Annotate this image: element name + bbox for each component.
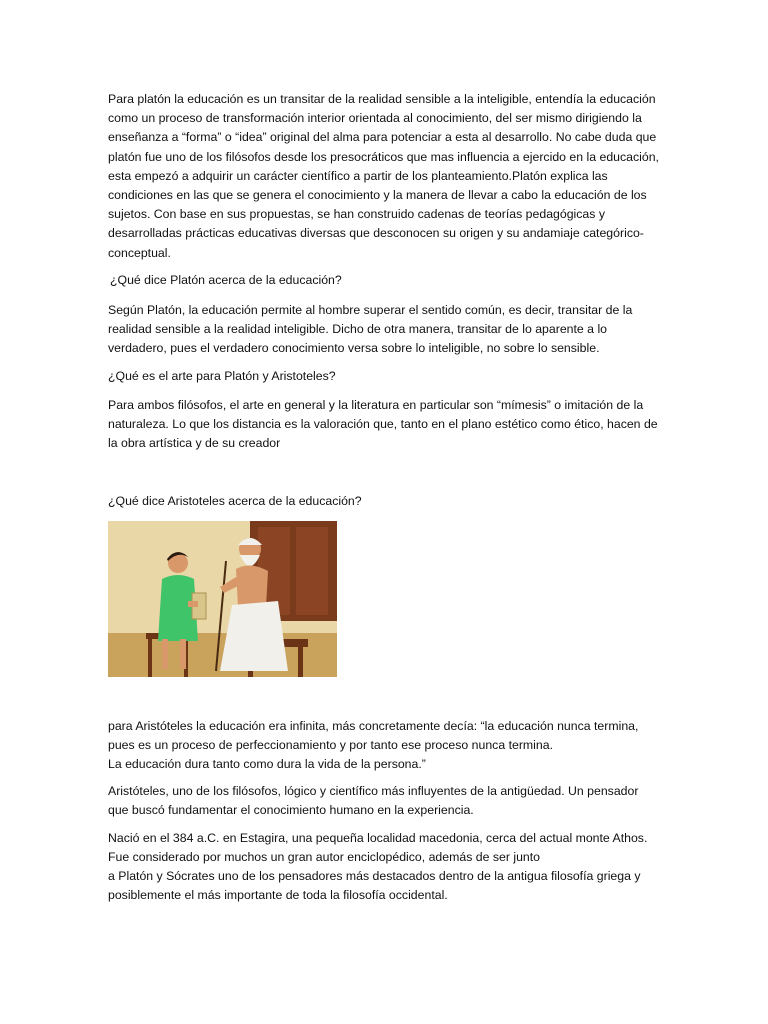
biography-line-1: Nació en el 384 a.C. en Estagira, una pequeña localidad macedonia, cerca del actual monte Athos. (108, 830, 648, 845)
biography-line-3: a Platón y Sócrates uno de los pensadores más destacados dentro de la antigua filosofía griega y posiblemente el más importante de toda la filosofía occidental. (108, 869, 641, 903)
answer-plato-education: Según Platón, la educación permite al hombre superar el sentido común, es decir, transitar de la realidad sensible a la realidad inteligible. Dicho de otra manera, transitar de lo aparente a lo verdadero, pues el verdadero conocimiento versa sobre lo inteligible, no sobre lo sensible. (108, 303, 633, 356)
biography-line-2: Fue considerado por muchos un gran autor enciclopédico, además de ser junto (108, 849, 541, 864)
answer-aristotle-education (108, 717, 662, 775)
question-aristotle-education: ¿Qué dice Aristoteles acerca de la educación? (108, 494, 362, 509)
question-art: ¿Qué es el arte para Platón y Aristoteles? (108, 368, 336, 383)
answer-aristotle-line-2: La educación dura tanto como dura la vida de la persona.” (108, 757, 426, 772)
teacher-student-illustration (108, 521, 337, 677)
paragraph-aristotle-biography (108, 829, 662, 906)
answer-art: Para ambos filósofos, el arte en general y la literatura en particular son “mímesis” o imitación de la naturaleza. Lo que los distancia es la valoración que, tanto en el plano estético como ético, hacen de la obra artística y de su creador (108, 397, 658, 451)
paragraph-aristotle-influence: Aristóteles, uno de los filósofos, lógico y científico más influyentes de la antigüedad. Un pensador que buscó fundamentar el conocimiento humano en la experiencia. (108, 784, 639, 818)
question-plato-education: ¿Qué dice Platón acerca de la educación? (110, 272, 342, 287)
intro-paragraph: Para platón la educación es un transitar de la realidad sensible a la inteligible, entendía la educación como un proceso de transformación interior orientada al conocimiento, del ser mismo dirigiendo la enseñanza a “forma” o “idea” original del alma para potenciar a esta al desarrollo. No cabe duda que platón fue uno de los filósofos desde los presocráticos que mas influencia a ejercido en la educación, esta empezó a adquirir un carácter científico a partir de los planteamiento.Platón explica las condiciones en las que se genera el conocimiento y la manera de llevar a cabo la educación de los sujetos. Con base en sus propuestas, se han construido cadenas de teorías pedagógicas y desarrolladas prácticas educativas diversas que desconocen su origen y su andamiaje categórico-conceptual. (108, 92, 659, 260)
answer-aristotle-line-1: para Aristóteles la educación era infinita, más concretamente decía: “la educación nunca termina, pues es un proceso de perfeccionamiento y por tanto ese proceso nunca termina. (108, 718, 639, 752)
